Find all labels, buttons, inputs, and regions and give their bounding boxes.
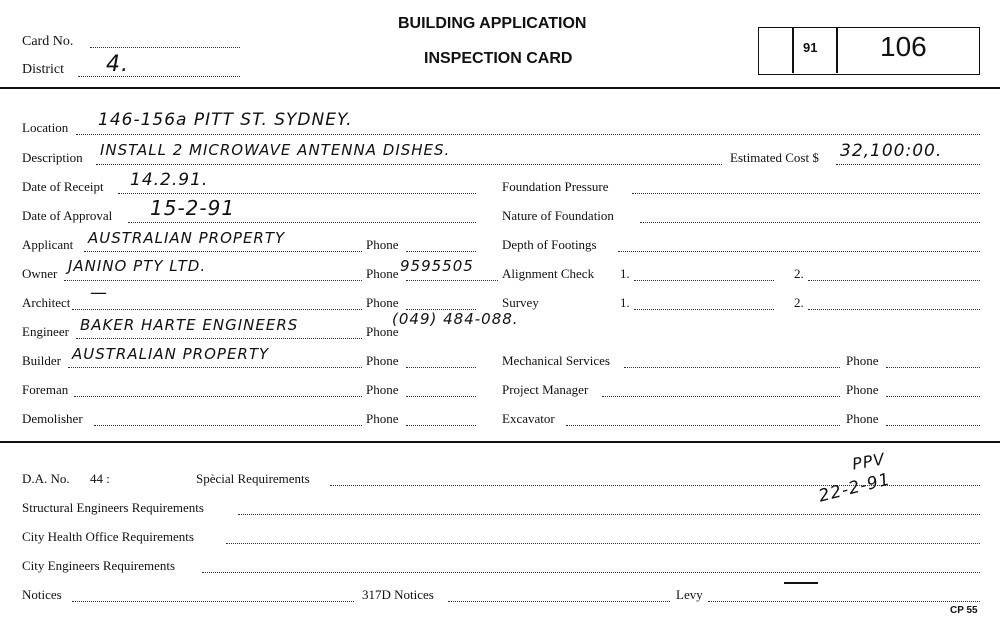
levy-field[interactable] xyxy=(708,601,980,602)
builder-value: AUSTRALIAN PROPERTY xyxy=(72,345,270,363)
date-receipt-value: 14.2.91. xyxy=(130,170,209,190)
header-rule xyxy=(0,87,1000,89)
location-value: 146-156a PITT ST. SYDNEY. xyxy=(98,110,353,130)
da-no-value: 44 : xyxy=(90,471,110,486)
alignment-check-label: Alignment Check xyxy=(502,266,595,281)
structural-engineers-label: Structural Engineers Requirements xyxy=(22,500,204,515)
builder-label: Builder xyxy=(22,353,61,368)
description-field[interactable] xyxy=(96,164,722,165)
engineer-value: BAKER HARTE ENGINEERS xyxy=(80,316,299,334)
demolisher-phone-field[interactable] xyxy=(406,425,476,426)
mechanical-services-label: Mechanical Services xyxy=(502,353,610,368)
survey-2-label: 2. xyxy=(794,295,804,310)
notices-field[interactable] xyxy=(72,601,354,602)
engineer-phone-value: (049) 484-088. xyxy=(392,310,519,328)
engineer-phone-label: Phone xyxy=(366,324,399,339)
owner-phone-label: Phone xyxy=(366,266,399,281)
location-label: Location xyxy=(22,120,69,135)
foreman-phone-field[interactable] xyxy=(406,396,476,397)
date-receipt-label: Date of Receipt xyxy=(22,179,104,194)
owner-phone-field[interactable] xyxy=(406,280,498,281)
date-receipt-field[interactable] xyxy=(118,193,476,194)
excavator-field[interactable] xyxy=(566,425,840,426)
project-manager-field[interactable] xyxy=(602,396,840,397)
demolisher-phone-label: Phone xyxy=(366,411,399,426)
applicant-value: AUSTRALIAN PROPERTY xyxy=(88,229,286,247)
city-engineers-label: City Engineers Requirements xyxy=(22,558,176,573)
district-field[interactable] xyxy=(78,76,240,77)
nature-foundation-label: Nature of Foundation xyxy=(502,208,614,223)
estimated-cost-label: Estimated Cost $ xyxy=(730,150,819,165)
foreman-label: Foreman xyxy=(22,382,69,397)
builder-field[interactable] xyxy=(68,367,362,368)
form-code: CP 55 xyxy=(950,605,978,616)
city-engineers-field[interactable] xyxy=(202,572,980,573)
survey-1-field[interactable] xyxy=(634,309,774,310)
excavator-label: Excavator xyxy=(502,411,555,426)
description-label: Description xyxy=(22,150,83,165)
location-field[interactable] xyxy=(76,134,980,135)
applicant-label: Applicant xyxy=(22,237,74,252)
foundation-pressure-label: Foundation Pressure xyxy=(502,179,609,194)
builder-phone-field[interactable] xyxy=(406,367,476,368)
architect-phone-label: Phone xyxy=(366,295,399,310)
engineer-field[interactable] xyxy=(76,338,362,339)
mechanical-phone-label: Phone xyxy=(846,353,879,368)
estimated-cost-value: 32,100:00. xyxy=(840,141,943,161)
notices-317d-field[interactable] xyxy=(448,601,670,602)
applicant-phone-field[interactable] xyxy=(406,251,476,252)
architect-value: — xyxy=(90,283,108,303)
box-divider-1 xyxy=(792,27,794,73)
architect-field[interactable] xyxy=(72,309,362,310)
project-manager-phone-label: Phone xyxy=(846,382,879,397)
survey-2-field[interactable] xyxy=(808,309,980,310)
box-small-number: 91 xyxy=(803,40,818,55)
mechanical-services-field[interactable] xyxy=(624,367,840,368)
demolisher-label: Demolisher xyxy=(22,411,83,426)
box-divider-2 xyxy=(836,27,838,73)
card-no-label: Card No. xyxy=(22,34,74,49)
city-health-field[interactable] xyxy=(226,543,980,544)
builder-phone-label: Phone xyxy=(366,353,399,368)
project-manager-label: Project Manager xyxy=(502,382,589,397)
mechanical-phone-field[interactable] xyxy=(886,367,980,368)
levy-label: Levy xyxy=(676,587,703,602)
district-label: District xyxy=(22,62,64,77)
middle-rule xyxy=(0,441,1000,443)
card-no-field[interactable] xyxy=(90,47,240,48)
alignment-1-field[interactable] xyxy=(634,280,774,281)
architect-label: Architect xyxy=(22,295,71,310)
structural-engineers-field[interactable] xyxy=(238,514,980,515)
description-value: INSTALL 2 MICROWAVE ANTENNA DISHES. xyxy=(100,141,451,159)
handwritten-date: 22-2-91 xyxy=(816,469,893,507)
applicant-field[interactable] xyxy=(84,251,362,252)
project-manager-phone-field[interactable] xyxy=(886,396,980,397)
excavator-phone-field[interactable] xyxy=(886,425,980,426)
form-title-line2: INSPECTION CARD xyxy=(424,50,573,67)
box-card-number: 106 xyxy=(880,31,927,62)
owner-value: JANINO PTY LTD. xyxy=(68,257,207,275)
foreman-phone-label: Phone xyxy=(366,382,399,397)
levy-dash-mark xyxy=(784,582,818,584)
foreman-field[interactable] xyxy=(74,396,362,397)
estimated-cost-field[interactable] xyxy=(836,164,980,165)
city-health-label: City Health Office Requirements xyxy=(22,529,194,544)
applicant-phone-label: Phone xyxy=(366,237,399,252)
handwritten-ppv: PPV xyxy=(850,449,887,474)
district-value: 4. xyxy=(106,52,129,77)
engineer-label: Engineer xyxy=(22,324,69,339)
date-approval-field[interactable] xyxy=(128,222,476,223)
excavator-phone-label: Phone xyxy=(846,411,879,426)
survey-label: Survey xyxy=(502,295,539,310)
demolisher-field[interactable] xyxy=(94,425,362,426)
special-requirements-label: Spècial Requirements xyxy=(196,471,310,486)
depth-footings-label: Depth of Footings xyxy=(502,237,597,252)
owner-field[interactable] xyxy=(64,280,362,281)
alignment-2-field[interactable] xyxy=(808,280,980,281)
alignment-1-label: 1. xyxy=(620,266,630,281)
date-approval-label: Date of Approval xyxy=(22,208,113,223)
owner-phone-value: 9595505 xyxy=(400,257,474,275)
notices-317d-label: 317D Notices xyxy=(362,587,434,602)
da-no-label: D.A. No. xyxy=(22,471,70,486)
foundation-pressure-field[interactable] xyxy=(632,193,980,194)
alignment-2-label: 2. xyxy=(794,266,804,281)
depth-footings-field[interactable] xyxy=(618,251,980,252)
owner-label: Owner xyxy=(22,266,58,281)
form-title-line1: BUILDING APPLICATION xyxy=(398,15,587,32)
nature-foundation-field[interactable] xyxy=(640,222,980,223)
survey-1-label: 1. xyxy=(620,295,630,310)
notices-label: Notices xyxy=(22,587,62,602)
date-approval-value: 15-2-91 xyxy=(150,196,236,220)
